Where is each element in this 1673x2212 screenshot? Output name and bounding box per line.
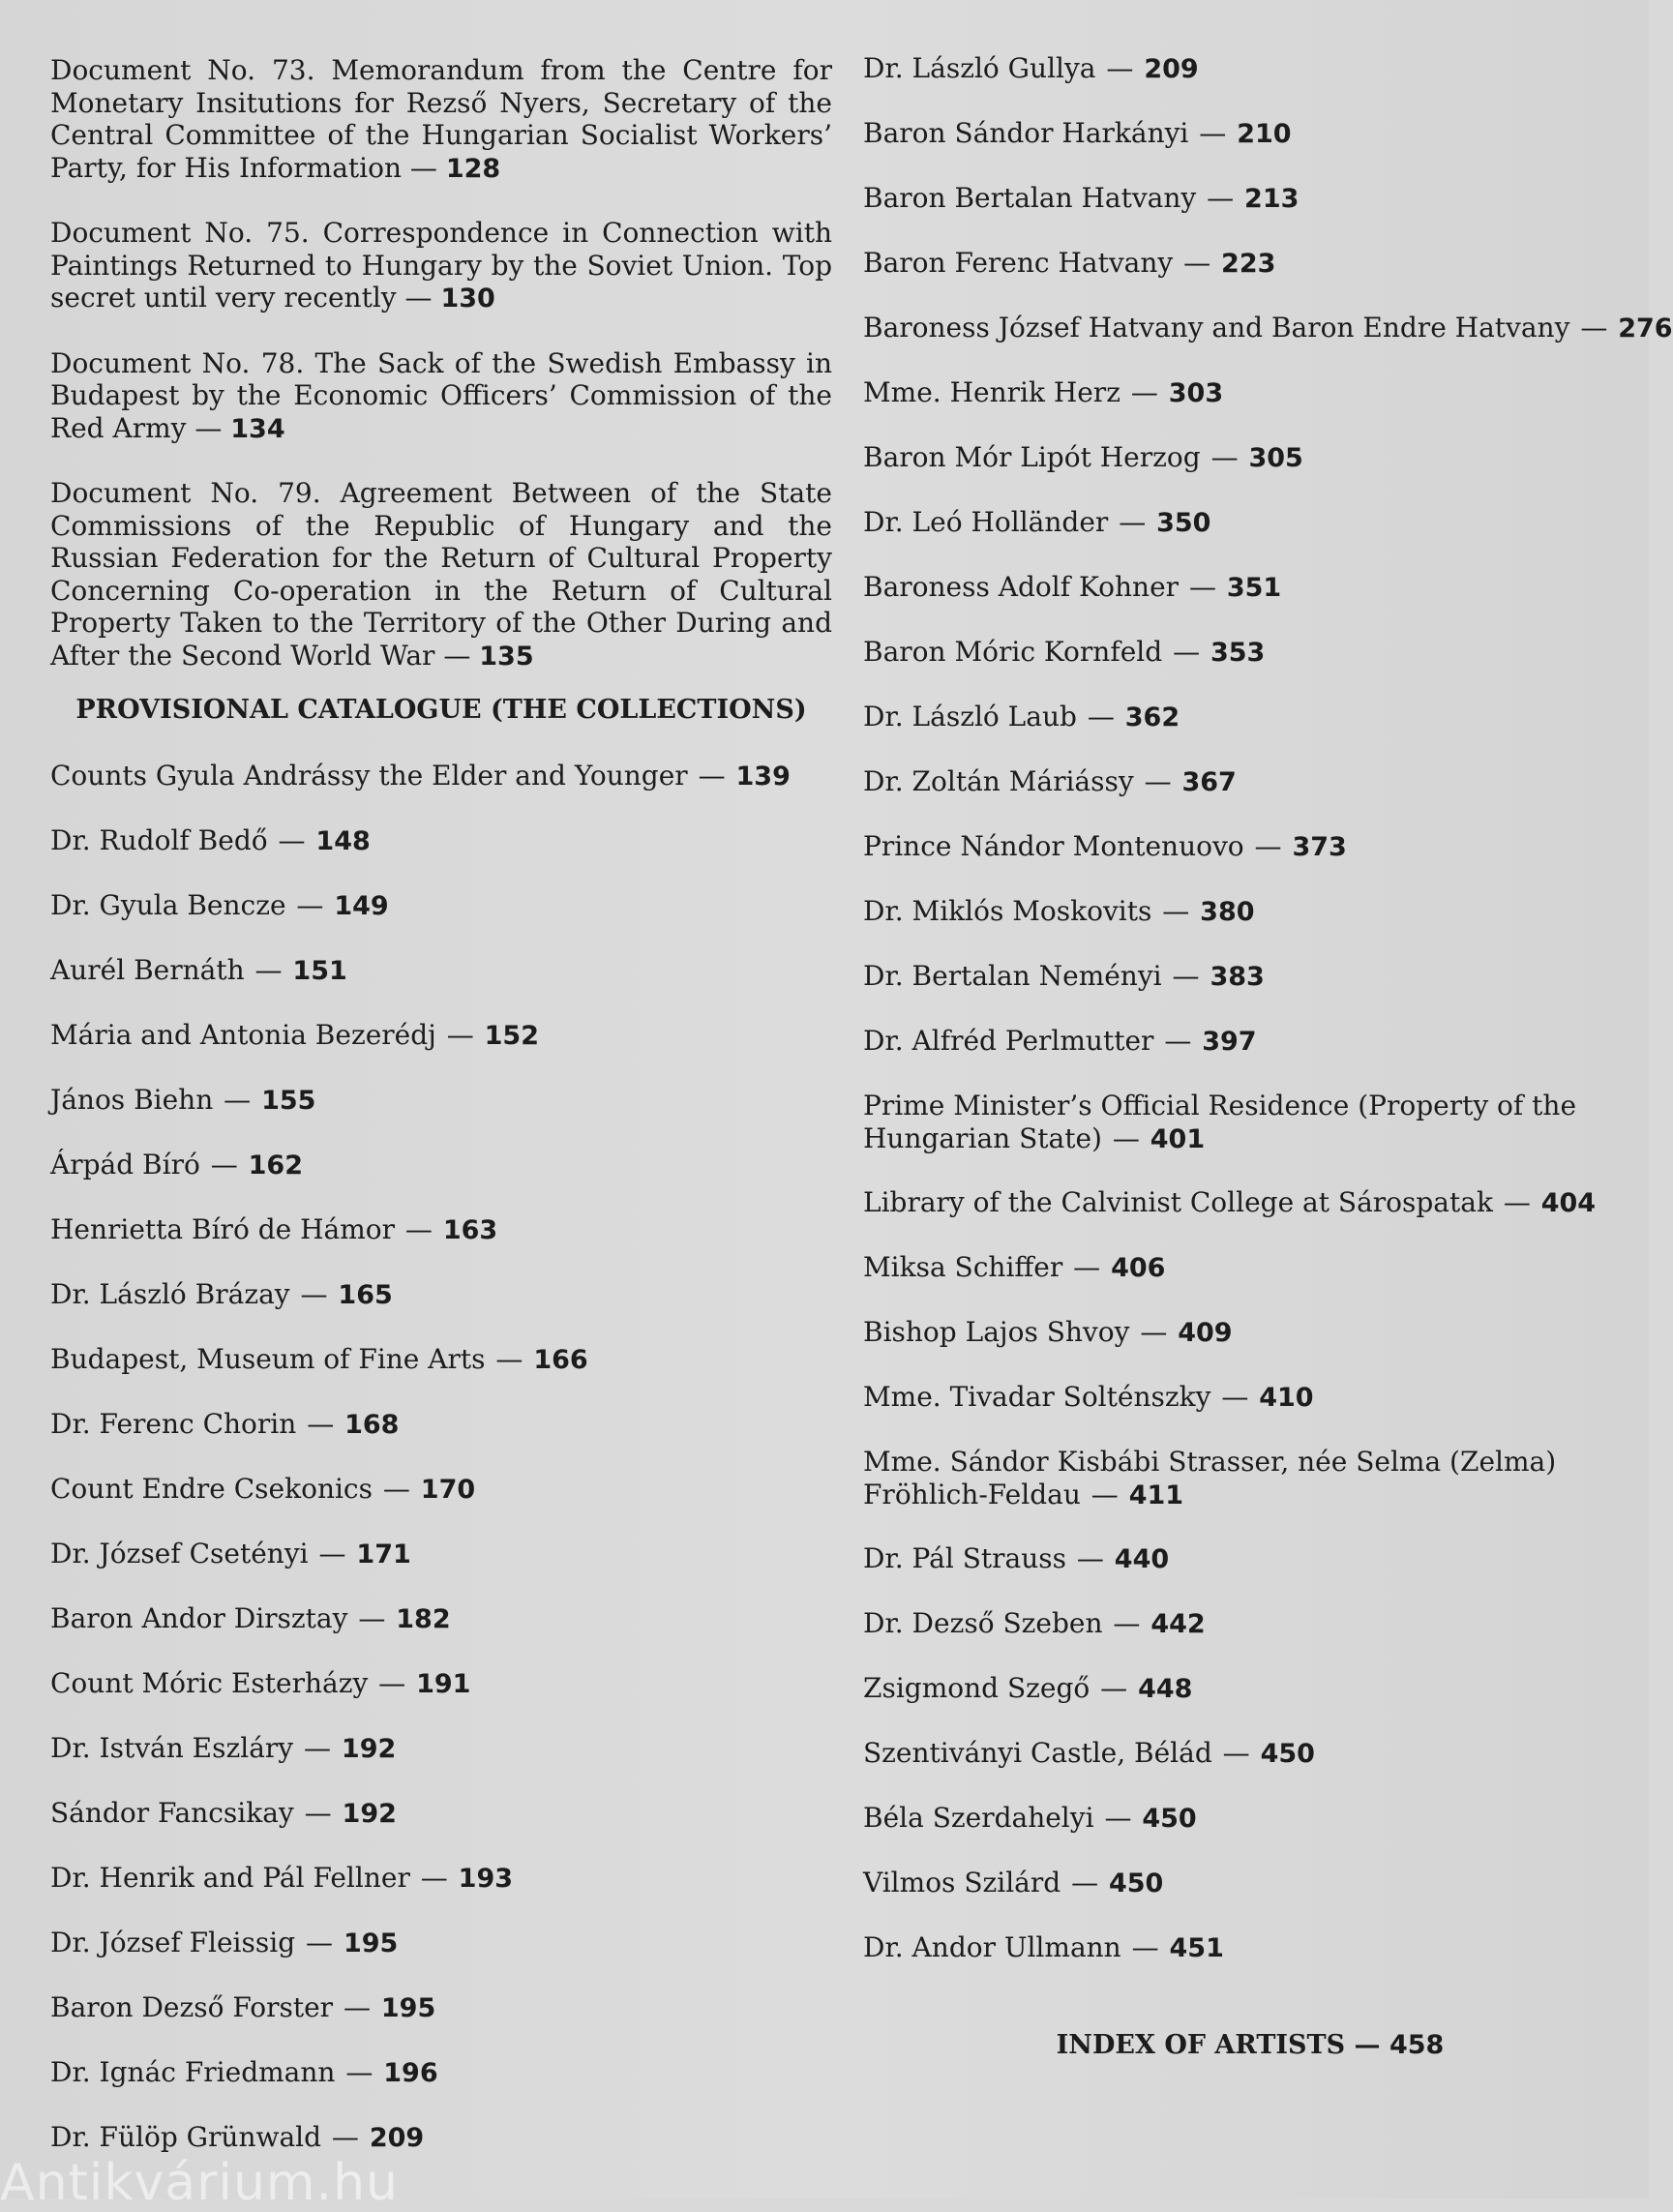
dash: — bbox=[306, 1927, 334, 1958]
page-number: 192 bbox=[341, 1734, 397, 1764]
list-item bbox=[50, 1213, 832, 1278]
page-number: 171 bbox=[356, 1539, 411, 1569]
list-item bbox=[863, 182, 1637, 247]
dash: — bbox=[1254, 830, 1282, 862]
list-item bbox=[50, 1473, 832, 1538]
page-number: 276 bbox=[1618, 314, 1673, 344]
dash: — bbox=[1073, 1251, 1101, 1283]
page-number: 165 bbox=[338, 1280, 393, 1310]
entry-name: Dr. Zoltán Máriássy bbox=[863, 765, 1134, 797]
list-item bbox=[50, 1927, 832, 1991]
entry-name: Dr. István Eszláry bbox=[50, 1732, 294, 1764]
list-item bbox=[50, 1797, 832, 1862]
list-item bbox=[50, 1538, 832, 1602]
dash: — bbox=[404, 1213, 433, 1245]
dash: — bbox=[194, 411, 223, 444]
watermark: Antikvárium.hu bbox=[0, 2154, 399, 2212]
entry-name: Mária and Antonia Bezerédj bbox=[50, 1019, 436, 1051]
right-column bbox=[863, 52, 1673, 2061]
page-number: 170 bbox=[420, 1475, 476, 1505]
list-item bbox=[863, 1737, 1637, 1802]
page-number: 151 bbox=[292, 956, 347, 986]
list-item bbox=[863, 247, 1637, 312]
page-number: 353 bbox=[1210, 638, 1266, 668]
dash: — bbox=[1199, 117, 1227, 149]
list-item bbox=[863, 1607, 1637, 1672]
list-item bbox=[50, 824, 832, 889]
dash: — bbox=[1112, 1121, 1140, 1154]
page-number: 139 bbox=[735, 762, 791, 792]
page-number: 397 bbox=[1202, 1027, 1257, 1057]
list-item bbox=[863, 52, 1637, 117]
dash: — bbox=[1580, 312, 1608, 344]
entry-name: Dr. Bertalan Neményi bbox=[863, 960, 1162, 992]
entry-text: Document No. 75. Correspondence in Connection with Paintings Returned to Hungary by the Soviet Union. Top secret until very recently bbox=[50, 217, 832, 314]
left-column bbox=[50, 54, 832, 2186]
list-item bbox=[50, 1667, 832, 1732]
page-number: 350 bbox=[1156, 508, 1211, 538]
entry-name: Dr. László Gullya bbox=[863, 52, 1096, 84]
entry-name: Bishop Lajos Shvoy bbox=[863, 1316, 1130, 1348]
list-item bbox=[863, 830, 1637, 895]
dash: — bbox=[1173, 636, 1201, 668]
dash: — bbox=[1210, 441, 1239, 473]
page-number: 162 bbox=[248, 1151, 304, 1181]
dash: — bbox=[331, 2121, 359, 2153]
page-number: 303 bbox=[1168, 378, 1224, 408]
dash: — bbox=[1222, 1737, 1250, 1769]
entry-name: Baron Andor Dirsztay bbox=[50, 1602, 348, 1634]
list-item bbox=[50, 1732, 832, 1797]
entry-name: Counts Gyula Andrássy the Elder and Younger bbox=[50, 760, 688, 792]
entry-name: Dr. László Laub bbox=[863, 701, 1077, 732]
dash: — bbox=[296, 889, 324, 921]
page-number: 191 bbox=[416, 1669, 471, 1699]
page-number: 440 bbox=[1114, 1544, 1170, 1574]
dash: — bbox=[1172, 960, 1200, 992]
dash: — bbox=[443, 639, 471, 672]
dash: — bbox=[378, 1667, 406, 1699]
entry-name: Baron Ferenc Hatvany bbox=[863, 247, 1174, 279]
dash: — bbox=[1207, 182, 1235, 214]
entry-name: Dr. László Brázay bbox=[50, 1278, 290, 1310]
list-item bbox=[863, 1542, 1637, 1607]
dash: — bbox=[1140, 1316, 1168, 1348]
page-number: 305 bbox=[1248, 443, 1303, 473]
dash: — bbox=[1144, 765, 1172, 797]
page-number: 223 bbox=[1221, 249, 1276, 279]
list-item bbox=[50, 1602, 832, 1667]
entry-name: Dr. Ignác Friedmann bbox=[50, 2056, 336, 2088]
dash: — bbox=[1188, 571, 1216, 603]
dash: — bbox=[304, 1797, 332, 1829]
page-number: 134 bbox=[230, 413, 285, 444]
dash: — bbox=[1106, 52, 1134, 84]
dash: — bbox=[307, 1408, 335, 1440]
list-item bbox=[50, 1862, 832, 1927]
dash: — bbox=[1076, 1542, 1104, 1574]
entry-name: Baroness Adolf Kohner bbox=[863, 571, 1180, 603]
page-number: 196 bbox=[383, 2058, 438, 2088]
page-number: 362 bbox=[1124, 702, 1180, 732]
document-entry bbox=[50, 347, 832, 446]
list-item bbox=[863, 571, 1637, 636]
page-number: 192 bbox=[342, 1799, 397, 1829]
dash: — bbox=[1130, 376, 1158, 408]
page-number: 149 bbox=[334, 891, 389, 921]
page-number: 209 bbox=[369, 2123, 425, 2153]
list-item bbox=[50, 889, 832, 954]
dash: — bbox=[224, 1084, 252, 1116]
list-item bbox=[863, 636, 1637, 701]
dash: — bbox=[420, 1862, 448, 1894]
page-number: 450 bbox=[1260, 1739, 1315, 1769]
page-number: 411 bbox=[1128, 1480, 1184, 1510]
page-number: 135 bbox=[479, 641, 534, 672]
page-number: 209 bbox=[1144, 54, 1199, 84]
list-item bbox=[50, 1084, 832, 1149]
entry-name: Szentiványi Castle, Bélád bbox=[863, 1737, 1212, 1769]
list-item bbox=[863, 1381, 1637, 1446]
page-number: 148 bbox=[315, 826, 371, 856]
page-number: 152 bbox=[484, 1021, 540, 1051]
entry-name: Árpád Bíró bbox=[50, 1149, 200, 1181]
dash: — bbox=[1090, 1478, 1119, 1510]
section-heading: PROVISIONAL CATALOGUE (THE COLLECTIONS) bbox=[75, 695, 807, 725]
list-item bbox=[863, 1867, 1637, 1931]
list-item bbox=[863, 1446, 1637, 1542]
list-item bbox=[863, 441, 1637, 506]
dash: — bbox=[1503, 1186, 1531, 1218]
list-item bbox=[863, 1931, 1637, 1996]
entry-name: Baron Dezső Forster bbox=[50, 1991, 334, 2023]
dash: — bbox=[1162, 895, 1190, 927]
index-label: INDEX OF ARTISTS bbox=[1056, 2030, 1346, 2060]
dash: — bbox=[1354, 2030, 1381, 2060]
index-of-artists bbox=[863, 2029, 1637, 2061]
list-item bbox=[863, 1186, 1637, 1251]
page-number: 450 bbox=[1142, 1804, 1197, 1834]
entry-name: Mme. Tivadar Solténszky bbox=[863, 1381, 1211, 1413]
list-item bbox=[863, 312, 1673, 376]
entry-name: Vilmos Szilárd bbox=[863, 1867, 1061, 1898]
list-item bbox=[863, 1672, 1637, 1737]
list-item bbox=[863, 701, 1637, 765]
dash: — bbox=[1183, 247, 1211, 279]
dash: — bbox=[1071, 1867, 1099, 1898]
list-item bbox=[50, 2056, 832, 2121]
entry-name: Prime Minister’s Official Residence (Property of the Hungarian State) bbox=[863, 1090, 1577, 1154]
page-number: 166 bbox=[533, 1345, 588, 1375]
list-item bbox=[50, 760, 832, 824]
entry-name: Dr. Miklós Moskovits bbox=[863, 895, 1152, 927]
entry-name: Zsigmond Szegő bbox=[863, 1672, 1090, 1704]
dash: — bbox=[446, 1019, 474, 1051]
dash: — bbox=[1119, 506, 1147, 538]
list-item bbox=[50, 1408, 832, 1473]
entry-name: Dr. Henrik and Pál Fellner bbox=[50, 1862, 410, 1894]
dash: — bbox=[1113, 1607, 1141, 1639]
dash: — bbox=[404, 282, 433, 314]
page-number: 448 bbox=[1138, 1674, 1193, 1704]
page-number: 458 bbox=[1389, 2030, 1445, 2060]
page-number: 195 bbox=[380, 1993, 436, 2023]
entry-name: Dr. Andor Ullmann bbox=[863, 1931, 1121, 1963]
entry-name: Dr. Ferenc Chorin bbox=[50, 1408, 297, 1440]
entry-name: János Biehn bbox=[50, 1084, 214, 1116]
entry-name: Béla Szerdahelyi bbox=[863, 1802, 1094, 1834]
page-number: 401 bbox=[1150, 1123, 1206, 1154]
entry-name: Prince Nándor Montenuovo bbox=[863, 830, 1244, 862]
entry-name: Dr. Pál Strauss bbox=[863, 1542, 1066, 1574]
dash: — bbox=[300, 1278, 328, 1310]
entry-name: Dr. József Csetényi bbox=[50, 1538, 309, 1569]
entry-name: Budapest, Museum of Fine Arts bbox=[50, 1343, 486, 1375]
list-item bbox=[863, 895, 1637, 960]
entry-name: Dr. Alfréd Perlmutter bbox=[863, 1025, 1154, 1057]
dash: — bbox=[278, 824, 306, 856]
entry-name: Miksa Schiffer bbox=[863, 1251, 1063, 1283]
entry-name: Count Móric Esterházy bbox=[50, 1667, 369, 1699]
entry-name: Aurél Bernáth bbox=[50, 954, 245, 986]
dash: — bbox=[1221, 1381, 1249, 1413]
dash: — bbox=[1100, 1672, 1128, 1704]
dash: — bbox=[495, 1343, 523, 1375]
page-number: 380 bbox=[1200, 897, 1255, 927]
entry-name: Dr. József Fleissig bbox=[50, 1927, 296, 1958]
list-item bbox=[50, 1019, 832, 1084]
list-item bbox=[50, 954, 832, 1019]
page-number: 163 bbox=[442, 1215, 498, 1245]
entry-name: Dr. Rudolf Bedő bbox=[50, 824, 268, 856]
page-number: 193 bbox=[458, 1864, 514, 1894]
page-number: 128 bbox=[445, 153, 501, 184]
page-number: 442 bbox=[1150, 1609, 1206, 1639]
page-number: 168 bbox=[344, 1410, 400, 1440]
list-item bbox=[50, 1149, 832, 1213]
page-number: 351 bbox=[1226, 573, 1282, 603]
list-item bbox=[863, 1316, 1637, 1381]
entry-name: Baron Bertalan Hatvany bbox=[863, 182, 1197, 214]
page-number: 451 bbox=[1169, 1933, 1224, 1963]
page-number: 406 bbox=[1111, 1253, 1166, 1283]
page-number: 195 bbox=[343, 1928, 399, 1958]
dash: — bbox=[1087, 701, 1115, 732]
list-item bbox=[50, 1991, 832, 2056]
page-number: 409 bbox=[1178, 1318, 1233, 1348]
list-item bbox=[863, 1802, 1637, 1867]
page-number: 213 bbox=[1244, 184, 1300, 214]
dash: — bbox=[382, 1473, 410, 1505]
dash: — bbox=[318, 1538, 346, 1569]
list-item bbox=[863, 506, 1637, 571]
document-entry bbox=[50, 54, 832, 185]
entry-name: Baron Móric Kornfeld bbox=[863, 636, 1163, 668]
entry-name: Baroness József Hatvany and Baron Endre Hatvany bbox=[863, 312, 1570, 344]
page-number: 450 bbox=[1108, 1868, 1164, 1898]
entry-name: Count Endre Csekonics bbox=[50, 1473, 373, 1505]
page-number: 182 bbox=[396, 1604, 451, 1634]
page-number: 404 bbox=[1540, 1188, 1597, 1218]
entry-text: Document No. 79. Agreement Between of the State Commissions of the Republic of Hungary and the Russian Federation for the Return of Cultural Property Concerning Co-operation in the Return of Cultural Property Taken to the Territory of the Other During and After the Second World War bbox=[50, 477, 832, 672]
page-number: 155 bbox=[261, 1086, 316, 1116]
collection-list-right bbox=[863, 52, 1673, 1996]
page-number: 367 bbox=[1181, 767, 1237, 797]
entry-name: Dr. Leó Holländer bbox=[863, 506, 1109, 538]
page-number: 130 bbox=[440, 284, 495, 314]
entry-name: Mme. Sándor Kisbábi Strasser, née Selma (Zelma) Fröhlich-Feldau bbox=[863, 1446, 1557, 1510]
list-item bbox=[50, 1278, 832, 1343]
dash: — bbox=[304, 1732, 332, 1764]
dash: — bbox=[1164, 1025, 1192, 1057]
collection-list-left bbox=[50, 760, 832, 2186]
entry-name: Sándor Fancsikay bbox=[50, 1797, 294, 1829]
entry-name: Baron Sándor Harkányi bbox=[863, 117, 1189, 149]
document-entry bbox=[50, 217, 832, 315]
list-item bbox=[863, 1090, 1637, 1186]
document-entry bbox=[50, 477, 832, 673]
dash: — bbox=[698, 760, 726, 792]
dash: — bbox=[210, 1149, 238, 1181]
page-number: 210 bbox=[1237, 119, 1292, 149]
entry-name: Dr. Dezső Szeben bbox=[863, 1607, 1103, 1639]
list-item bbox=[863, 117, 1637, 182]
entry-name: Baron Mór Lipót Herzog bbox=[863, 441, 1201, 473]
dash: — bbox=[343, 1991, 371, 2023]
entry-text: Document No. 73. Memorandum from the Centre for Monetary Insitutions for Rezső Nyers, Secretary of the Central Committee of the Hungarian Socialist Workers’ Party, for His Information bbox=[50, 54, 832, 184]
list-item bbox=[863, 960, 1637, 1025]
list-item bbox=[50, 1343, 832, 1408]
entry-name: Henrietta Bíró de Hámor bbox=[50, 1213, 396, 1245]
page-number: 410 bbox=[1259, 1383, 1314, 1413]
entry-text: Document No. 78. The Sack of the Swedish Embassy in Budapest by the Economic Officers’ Commission of the Red Army bbox=[50, 346, 832, 444]
dash: — bbox=[1104, 1802, 1132, 1834]
dash: — bbox=[1131, 1931, 1159, 1963]
entry-name: Library of the Calvinist College at Sárospatak bbox=[863, 1186, 1493, 1218]
list-item bbox=[863, 765, 1637, 830]
entry-name: Dr. Fülöp Grünwald bbox=[50, 2121, 322, 2153]
dash: — bbox=[409, 151, 437, 184]
list-item bbox=[863, 1251, 1637, 1316]
dash: — bbox=[254, 954, 283, 986]
list-item bbox=[863, 376, 1637, 441]
entry-name: Dr. Gyula Bencze bbox=[50, 889, 286, 921]
page-number: 383 bbox=[1210, 962, 1265, 992]
dash: — bbox=[345, 2056, 373, 2088]
entry-name: Mme. Henrik Herz bbox=[863, 376, 1120, 408]
list-item bbox=[863, 1025, 1637, 1090]
page-number: 373 bbox=[1292, 832, 1347, 862]
dash: — bbox=[358, 1602, 386, 1634]
